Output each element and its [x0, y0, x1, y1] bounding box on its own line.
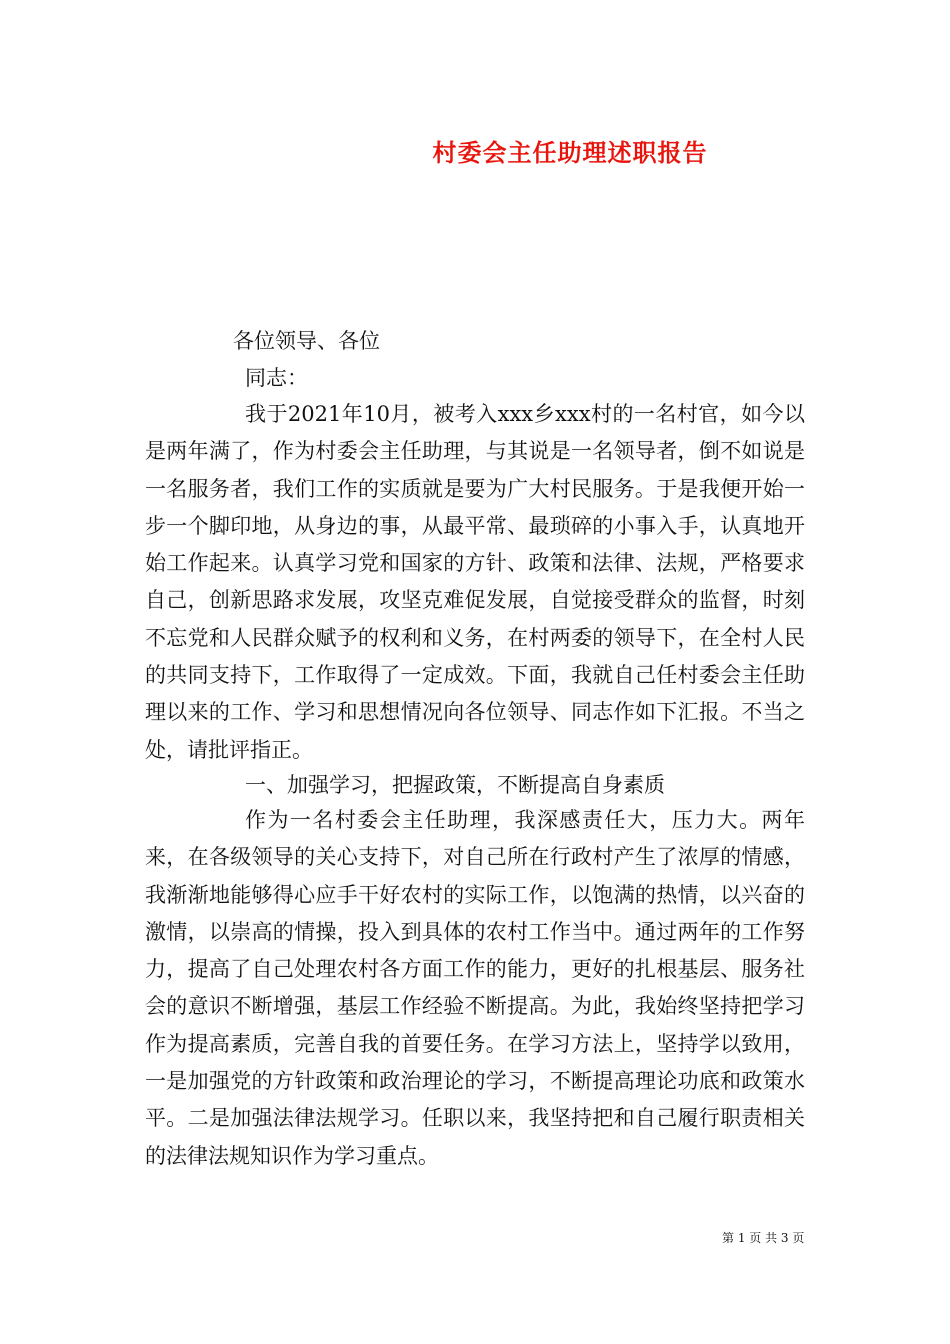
- salutation-line-2: 同志：: [245, 366, 308, 390]
- section-heading-1: 一、加强学习，把握政策，不断提高自身素质: [245, 773, 665, 797]
- page-number-footer: 第 1 页 共 3 页: [722, 1231, 805, 1245]
- body-paragraph-2: 作为一名村委会主任助理，我深感责任大，压力大。两年来，在各级领导的关心支持下，对自己所在行政村产生了浓厚的情感，我渐渐地能够得心应手干好农村的实际工作，以饱满的热情，以兴奋的激情，以崇高的情操，投入到具体的农村工作当中。通过两年的工作努力，提高了自己处理农村各方面工作的能力，更好的扎根基层、服务社会的意识不断增强，基层工作经验不断提高。为此，我始终坚持把学习作为提高素质，完善自我的首要任务。在学习方法上，坚持学以致用，一是加强党的方针政策和政治理论的学习，不断提高理论功底和政策水平。二是加强法律法规学习。任职以来，我坚持把和自己履行职责相关的法律法规知识作为学习重点。: [145, 808, 805, 1168]
- salutation-line-1: 各位领导、各位: [233, 329, 380, 353]
- document-title: 村委会主任助理述职报告: [432, 138, 708, 167]
- body-paragraph-1: 我于2021年10月，被考入xxx乡xxx村的一名村官，如今以是两年满了，作为村委会主任助理，与其说是一名领导者，倒不如说是一名服务者，我们工作的实质就是要为广大村民服务。于是我便开始一步一个脚印地，从身边的事，从最平常、最琐碎的小事入手，认真地开始工作起来。认真学习党和国家的方针、政策和法律、法规，严格要求自己，创新思路求发展，攻坚克难促发展，自觉接受群众的监督，时刻不忘党和人民群众赋予的权利和义务，在村两委的领导下，在全村人民的共同支持下，工作取得了一定成效。下面，我就自己任村委会主任助理以来的工作、学习和思想情况向各位领导、同志作如下汇报。不当之处，请批评指正。: [145, 402, 805, 762]
